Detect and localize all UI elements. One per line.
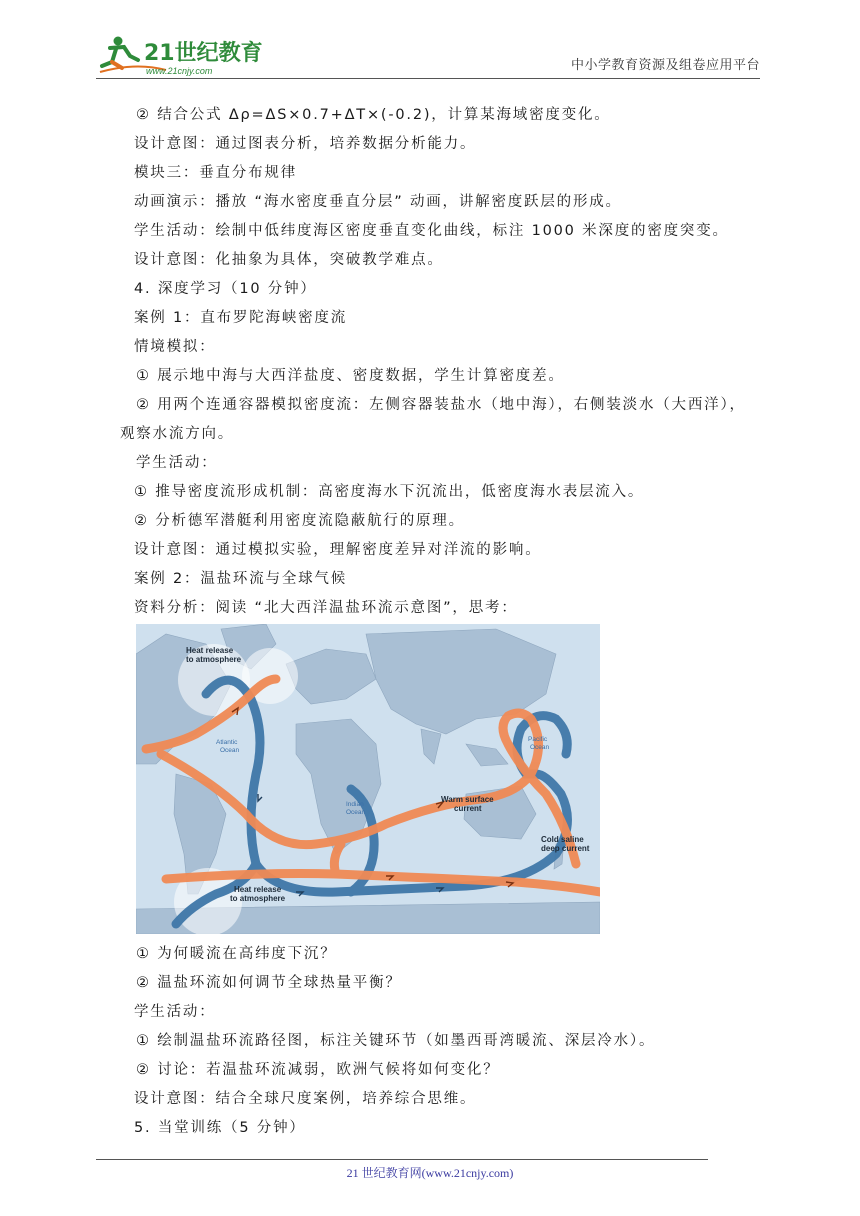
cold-current-label-1: Cold saline <box>541 835 584 844</box>
platform-title: 中小学教育资源及组卷应用平台 <box>570 58 760 73</box>
page-header <box>96 30 760 78</box>
atlantic-label-2: Ocean <box>220 747 240 754</box>
heat-release-bottom-1: Heat release <box>234 885 282 894</box>
site-logo[interactable] <box>96 32 266 78</box>
cold-current-label-2: deep current <box>541 844 590 853</box>
heat-release-top-1: Heat release <box>186 646 234 655</box>
text-line: ② 结合公式 Δρ=ΔS×0.7+ΔT×(-0.2)，计算某海域密度变化。 <box>136 107 611 123</box>
thermohaline-map <box>136 624 600 934</box>
text-line: ① 展示地中海与大西洋盐度、密度数据，学生计算密度差。 <box>136 368 565 384</box>
text-line: 案例 1：直布罗陀海峡密度流 <box>134 310 348 326</box>
text-line: 设计意图：通过模拟实验，理解密度差异对洋流的影响。 <box>134 542 542 558</box>
text-line: 设计意图：通过图表分析，培养数据分析能力。 <box>134 136 477 152</box>
pacific-label-2: Ocean <box>530 744 550 751</box>
body-text-after-figure <box>134 940 774 1143</box>
text-line: 案例 2：温盐环流与全球气候 <box>134 571 348 587</box>
section-heading: 4. 深度学习（10 分钟） <box>134 281 317 297</box>
text-line: 学生活动：绘制中低纬度海区密度垂直变化曲线，标注 1000 米深度的密度突变。 <box>134 223 729 239</box>
warm-current-label-2: current <box>454 804 482 813</box>
text-line: 资料分析：阅读 “北大西洋温盐环流示意图”，思考： <box>134 600 518 616</box>
section-heading: 5. 当堂训练（5 分钟） <box>134 1120 306 1136</box>
logo-text: 21世纪教育 <box>144 41 263 66</box>
text-line: ② 温盐环流如何调节全球热量平衡？ <box>136 975 402 991</box>
text-line: ② 分析德军潜艇利用密度流隐蔽航行的原理。 <box>134 513 465 529</box>
atlantic-label-1: Atlantic <box>216 739 238 746</box>
pacific-label-1: Pacific <box>528 736 548 743</box>
text-line: ① 绘制温盐环流路径图，标注关键环节（如墨西哥湾暖流、深层冷水）。 <box>136 1033 656 1049</box>
text-line: ① 推导密度流形成机制：高密度海水下沉流出，低密度海水表层流入。 <box>134 484 645 500</box>
indian-label-1: Indian <box>346 801 364 808</box>
text-line: 模块三：垂直分布规律 <box>134 165 297 181</box>
heat-release-bottom-2: to atmosphere <box>230 894 286 903</box>
text-line: 设计意图：化抽象为具体，突破教学难点。 <box>134 252 444 268</box>
indian-label-2: Ocean <box>346 809 366 816</box>
text-line: 观察水流方向。 <box>120 426 235 442</box>
text-line: 情境模拟： <box>134 339 216 355</box>
text-line: 设计意图：结合全球尺度案例，培养综合思维。 <box>134 1091 477 1107</box>
footer-divider <box>96 1159 708 1160</box>
text-line: ② 用两个连通容器模拟密度流：左侧容器装盐水（地中海），右侧装淡水（大西洋）， <box>136 397 746 413</box>
text-line: 动画演示：播放 “海水密度垂直分层” 动画，讲解密度跃层的形成。 <box>134 194 622 210</box>
heat-release-top-2: to atmosphere <box>186 655 242 664</box>
text-line: ② 讨论：若温盐环流减弱，欧洲气候将如何变化？ <box>136 1062 500 1078</box>
footer-link[interactable]: 21 世纪教育网(www.21cnjy.com) <box>346 1166 514 1180</box>
body-text <box>120 101 774 623</box>
warm-current-label-1: Warm surface <box>441 795 494 804</box>
logo-url: www.21cnjy.com <box>146 66 213 76</box>
text-line: 学生活动： <box>134 1004 216 1020</box>
text-line: 学生活动： <box>136 455 218 471</box>
header-divider <box>96 78 760 79</box>
text-line: ① 为何暖流在高纬度下沉？ <box>136 946 337 962</box>
